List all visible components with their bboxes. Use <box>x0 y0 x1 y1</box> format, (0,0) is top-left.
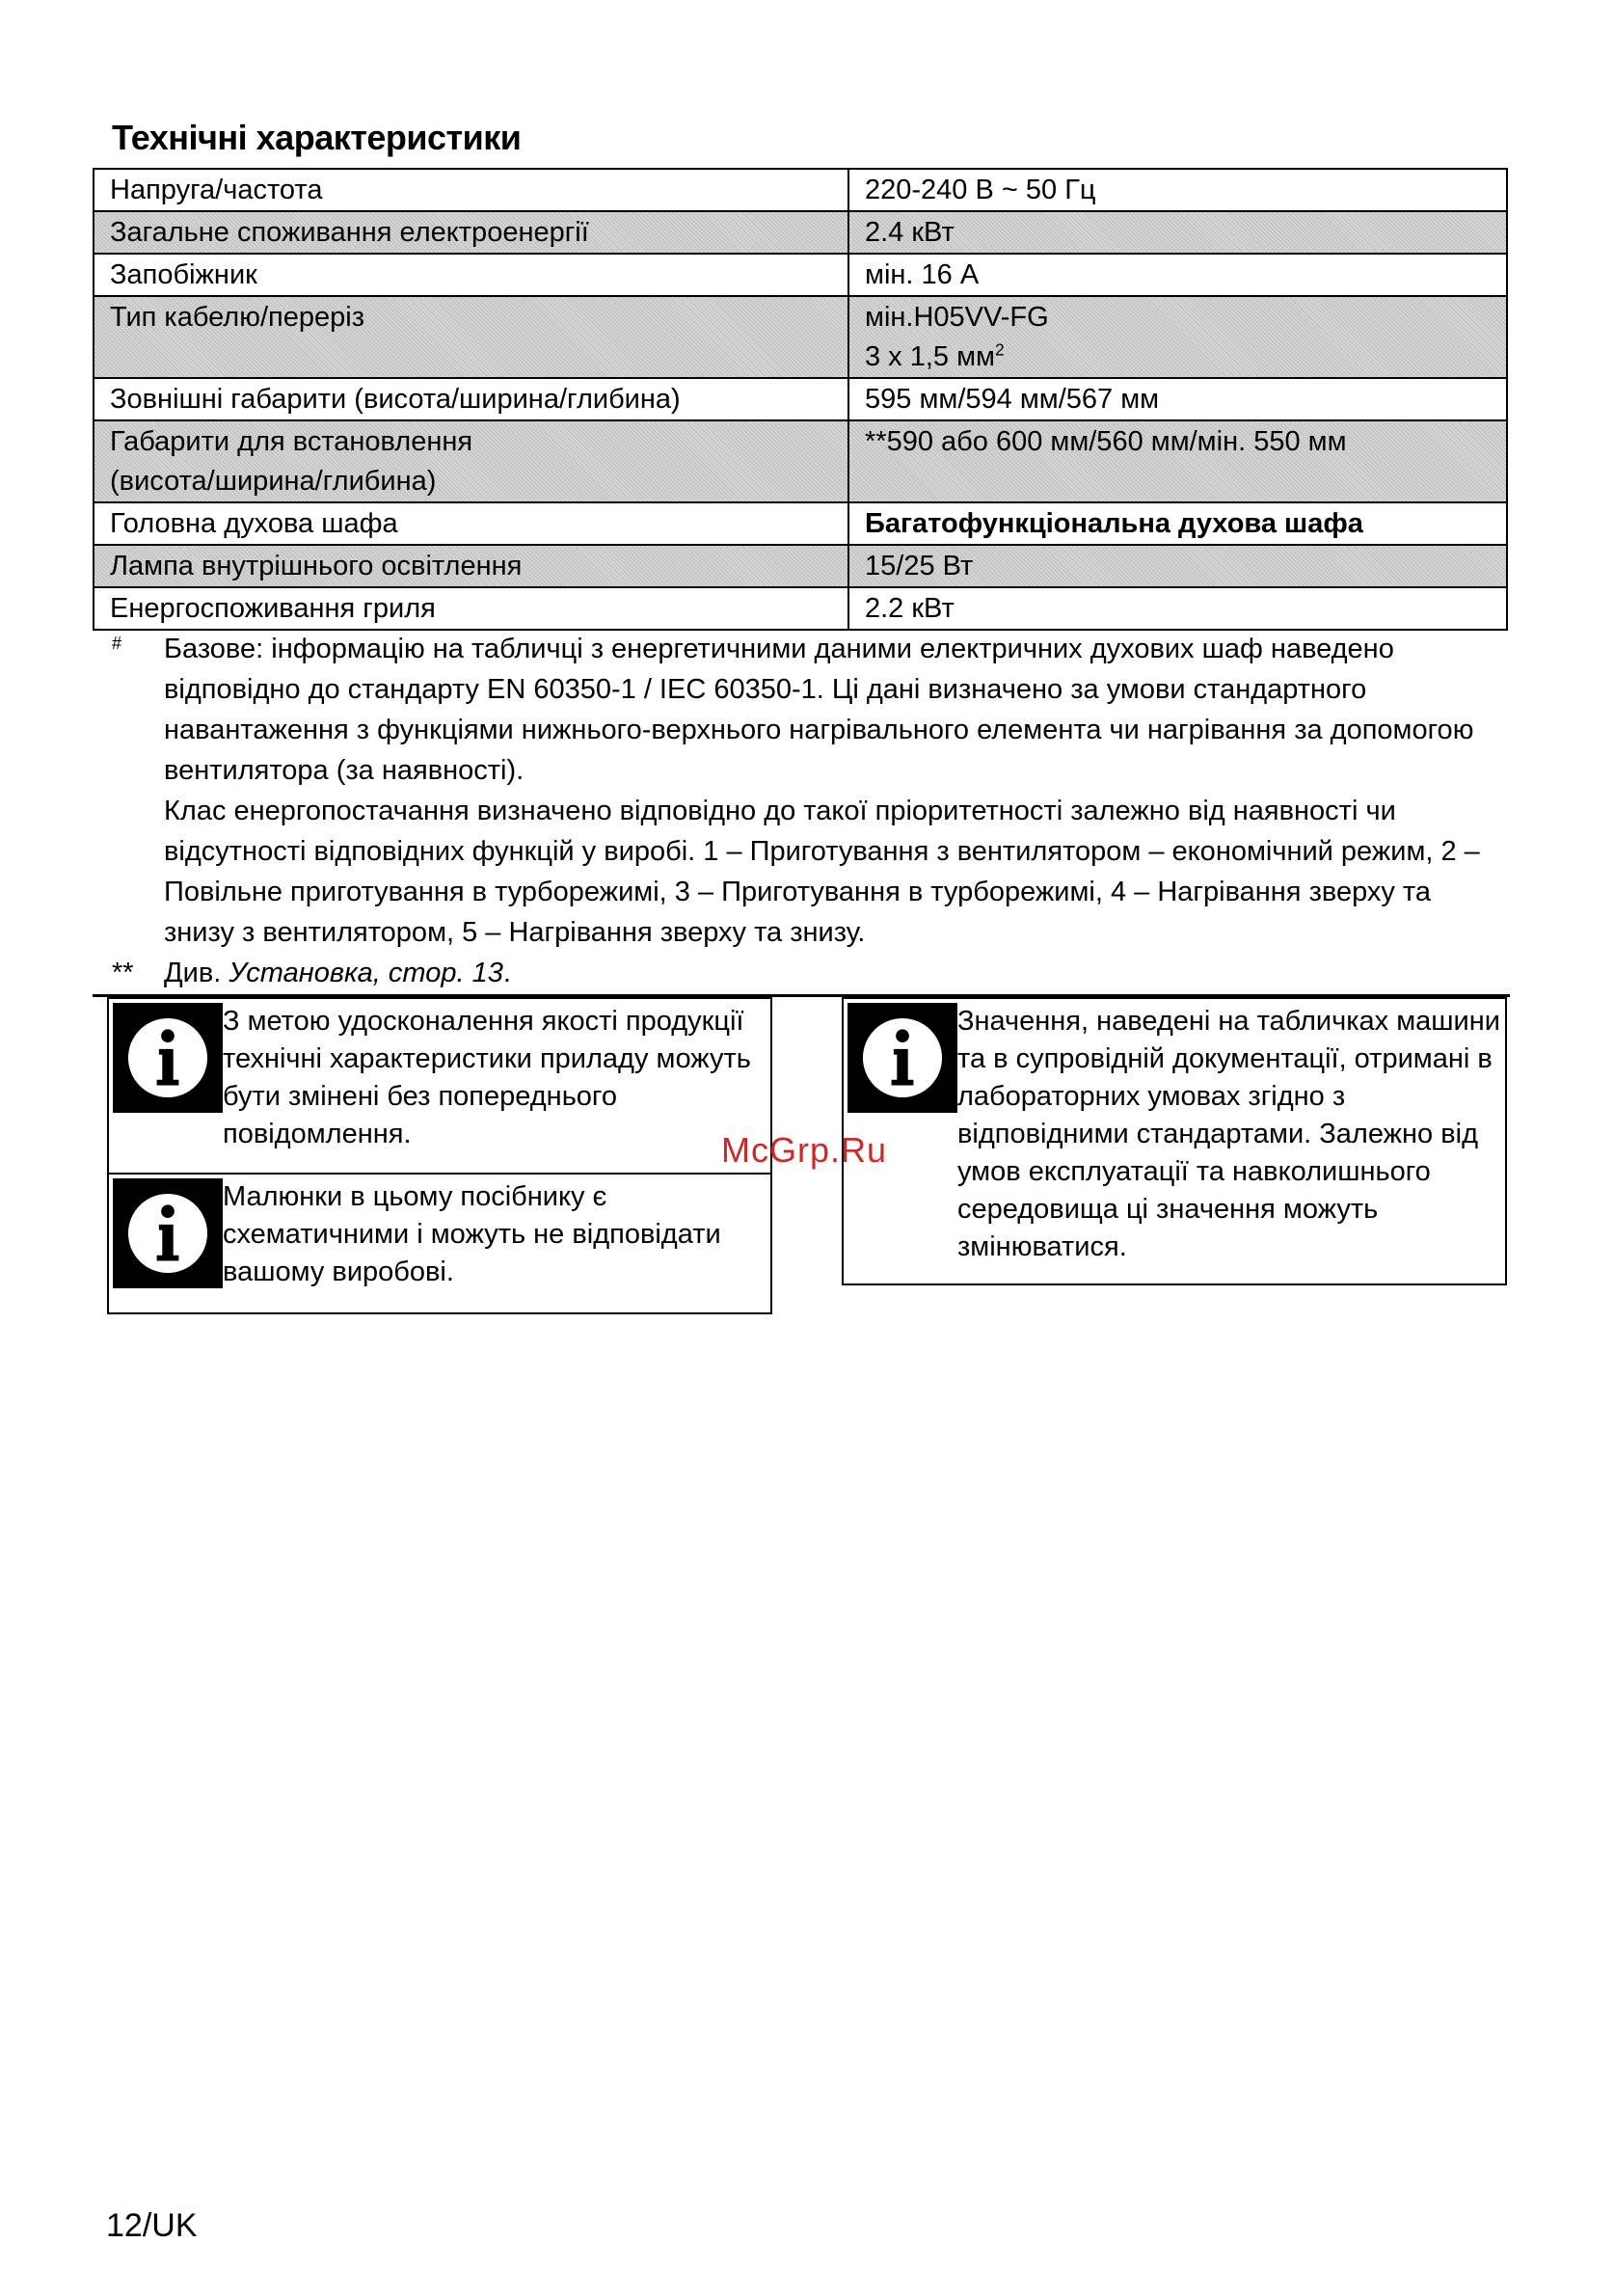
footnote-paragraph: Базове: інформацію на табличці з енергетичними даними електричних духових шаф наведено відповідно до стандарту EN 60350-1 / IEC 60350-1. Ці дані визначено за умови стандартного навантаження з функціями нижнього-верхнього нагрівального елемента чи нагрівання за допомогою вентилятора (за наявності). <box>164 634 1474 786</box>
info-icon <box>113 1178 223 1288</box>
spec-label: Запобіжник <box>94 254 848 296</box>
info-line: та в супровідній документації, отримані в <box>957 1043 1493 1074</box>
table-row <box>94 296 1507 378</box>
spec-value: 2.2 кВт <box>848 587 1507 630</box>
info-line: З метою удосконалення якості продукції <box>223 1006 744 1037</box>
spec-value: 595 мм/594 мм/567 мм <box>848 378 1507 420</box>
info-line: технічні характеристики приладу можуть <box>223 1043 751 1074</box>
spec-label: Лампа внутрішнього освітлення <box>94 545 848 587</box>
info-icon <box>113 1003 223 1113</box>
table-row <box>94 169 1507 211</box>
table-row <box>94 587 1507 630</box>
spec-value <box>848 296 1507 378</box>
spec-label <box>94 420 848 502</box>
specs-table <box>93 168 1508 631</box>
info-line: середовища ці значення можуть <box>957 1194 1379 1225</box>
info-text <box>223 1178 721 1291</box>
info-line: Значення, наведені на табличках машини <box>957 1006 1500 1037</box>
footnote-suffix: . <box>502 958 511 988</box>
footnote-paragraph: Клас енергопостачання визначено відповідно до такої пріоритетності залежно від наявності чи відсутності відповідних функцій у виробі. 1 – Приготування з вентилятором – економічний режим, 2 – Повільне приготування в турборежимі, 3 – Приготування в турборежимі, 4 – Нагрівання зверху та знизу з вентилятором, 5 – Нагрівання зверху та знизу. <box>164 796 1480 948</box>
watermark: McGrp.Ru <box>721 1130 888 1170</box>
spec-label-line: (висота/ширина/глибина) <box>110 466 437 497</box>
info-line: умов експлуатації та навколишнього <box>957 1156 1431 1187</box>
info-note-drawings <box>109 1175 770 1310</box>
cable-section: 3 x 1,5 мм <box>865 341 995 372</box>
spec-label: Головна духова шафа <box>94 502 848 545</box>
spec-label: Зовнішні габарити (висота/ширина/глибина) <box>94 378 848 420</box>
footnote-reference: Установка, стор. 13 <box>229 958 503 988</box>
spec-label-line: Габарити для встановлення <box>110 426 473 457</box>
spec-label: Напруга/частота <box>94 169 848 211</box>
table-row <box>94 545 1507 587</box>
spec-value: 15/25 Вт <box>848 545 1507 587</box>
page-number: 12/UK <box>106 2207 198 2244</box>
spec-label: Загальне споживання електроенергії <box>94 211 848 254</box>
info-box-left <box>107 997 772 1314</box>
superscript: 2 <box>995 339 1005 360</box>
info-box-right <box>842 997 1507 1285</box>
table-row <box>94 378 1507 420</box>
footnote-text <box>164 953 1494 993</box>
footnote-marker: # <box>112 634 122 653</box>
spec-label: Тип кабелю/переріз <box>94 296 848 378</box>
info-note-quality <box>109 999 770 1175</box>
info-line: повідомлення. <box>223 1119 412 1149</box>
info-line: відповідними стандартами. Залежно від <box>957 1119 1478 1149</box>
spec-value: **590 або 600 мм/560 мм/мін. 550 мм <box>848 420 1507 502</box>
table-row <box>94 254 1507 296</box>
info-line: схематичними і можуть не відповідати <box>223 1219 721 1250</box>
page-title: Технічні характеристики <box>112 118 522 157</box>
info-text <box>957 1003 1500 1266</box>
spec-value-line <box>865 338 1491 377</box>
spec-value-line: мін.H05VV-FG <box>865 302 1049 333</box>
spec-value: Багатофункціональна духова шафа <box>848 502 1507 545</box>
info-line: бути змінені без попереднього <box>223 1081 618 1112</box>
spec-value: 2.4 кВт <box>848 211 1507 254</box>
footnote-text <box>164 629 1494 953</box>
info-line: лабораторних умовах згідно з <box>957 1081 1346 1112</box>
footnote-prefix: Див. <box>164 958 229 988</box>
spec-value: 220-240 В ~ 50 Гц <box>848 169 1507 211</box>
info-line: Малюнки в цьому посібнику є <box>223 1181 607 1212</box>
table-row <box>94 420 1507 502</box>
info-icon <box>847 1003 957 1113</box>
info-note-values <box>844 999 1505 1283</box>
spec-value: мін. 16 A <box>848 254 1507 296</box>
footnote-marker: ** <box>112 958 134 988</box>
table-row <box>94 211 1507 254</box>
info-line: вашому виробові. <box>223 1256 454 1287</box>
info-text <box>223 1003 751 1153</box>
spec-label: Енергоспоживання гриля <box>94 587 848 630</box>
table-row <box>94 502 1507 545</box>
info-line: змінюватися. <box>957 1231 1127 1262</box>
